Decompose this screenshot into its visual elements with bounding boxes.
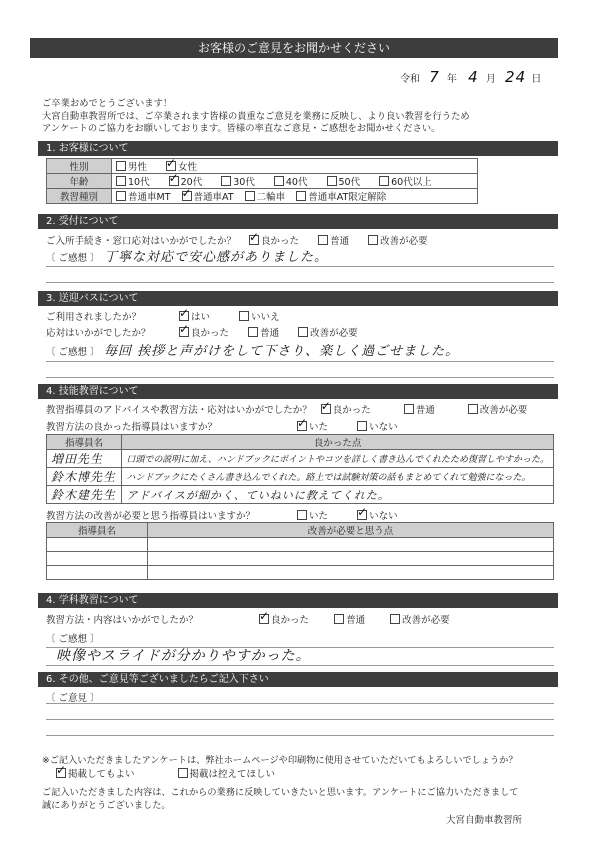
checkbox-motorcycle[interactable] (245, 191, 255, 201)
section-3-header (38, 291, 558, 306)
option-label: 良かった (332, 405, 371, 416)
section-1-title: 1. お客様について (46, 143, 129, 154)
checkbox-bus-yes[interactable] (179, 311, 189, 321)
good-instructor-question: 教習方法の良かった指導員はいますか？ (46, 422, 218, 433)
school-name: 大宮自動車教習所 (446, 815, 523, 826)
bad-instructor-table (46, 522, 554, 580)
bus-comment[interactable]: 毎回 挨拶と声がけをして下さり、楽しく過ごせました。 (104, 344, 460, 359)
checkbox-20s[interactable] (169, 176, 179, 186)
gender-row (47, 159, 478, 174)
checkbox-skill-improve[interactable] (468, 404, 478, 414)
intro (42, 98, 562, 136)
improve-point-cell[interactable] (148, 566, 554, 580)
course-row (47, 189, 478, 204)
checkbox-reception-good[interactable] (249, 235, 259, 245)
section-5-title: 4. 学科教習について (46, 595, 139, 606)
option-label: 普通車MT (128, 192, 171, 203)
instructor-good-point[interactable]: ハンドブックにたくさん書き込んでくれた。路上では試験対策の話もまとめてくれて勉強になった。 (122, 468, 554, 486)
improve-point-cell[interactable] (148, 552, 554, 566)
closing-line: 誠にありがとうございました。 (42, 799, 171, 811)
section-3-title: 3. 送迎バスについて (46, 293, 139, 304)
instructor-name-cell[interactable] (47, 566, 148, 580)
bus-service-row (46, 325, 374, 339)
date-year-value: 7 (429, 68, 440, 86)
intro-line: 大宮自動車教習所では、ご卒業されます皆様の貴重なご意見を業務に反映し、より良い教習を行うため (42, 110, 470, 122)
good-instructor-row (46, 419, 414, 433)
closing (42, 787, 562, 812)
option-label: いた (309, 511, 329, 522)
checkbox-at-release[interactable] (296, 191, 306, 201)
option-label: 改善が必要 (310, 328, 358, 339)
page-title-text: お客様のご意見をお聞かせください (197, 41, 390, 55)
option-label: 20代 (180, 177, 203, 188)
checkbox-mt[interactable] (116, 191, 126, 201)
divider (46, 282, 554, 283)
bus-service-question: 応対はいかがでしたか？ (46, 328, 151, 339)
course-label: 教習種別 (47, 189, 112, 204)
instructor-good-point[interactable]: アドバイスが細かく、ていねいに教えてくれた。 (122, 486, 554, 504)
date-month-label: 月 (485, 74, 496, 85)
option-label: 50代 (338, 177, 361, 188)
date-month-value: 4 (468, 68, 479, 86)
section-2-title: 2. 受付について (46, 216, 119, 227)
section-5-header (38, 593, 558, 608)
checkbox-30s[interactable] (221, 176, 231, 186)
instructor-good-point[interactable]: 口頭での説明に加え、ハンドブックにポイントやコツを詳しく書き込んでくれたため復習しやすかった。 (122, 450, 554, 468)
checkbox-bus-normal[interactable] (248, 327, 258, 337)
checkbox-40s[interactable] (274, 176, 284, 186)
divider (46, 647, 554, 648)
table-header-row (47, 435, 554, 450)
section-1-header (38, 141, 558, 156)
table-row (47, 486, 554, 504)
checkbox-bus-improve[interactable] (298, 327, 308, 337)
gender-options (112, 159, 478, 174)
instructor-name[interactable]: 増田先生 (47, 450, 122, 468)
option-label: 改善が必要 (380, 236, 428, 247)
consent-options (56, 766, 291, 780)
instructor-name[interactable]: 鈴木博先生 (47, 468, 122, 486)
table-row (47, 552, 554, 566)
comment-line[interactable] (46, 735, 554, 736)
skill-eval-question: 教習指導員のアドバイスや教習方法・応対はいかがでしたか？ (46, 405, 312, 416)
option-label: 普通 (346, 615, 366, 626)
divider (46, 361, 554, 362)
age-label: 年齢 (47, 174, 112, 189)
option-label: 良かった (271, 615, 310, 626)
customer-table (46, 158, 478, 204)
checkbox-reception-normal[interactable] (318, 235, 328, 245)
option-label: 良かった (191, 328, 230, 339)
section-6-title: 6. その他、ご意見等ございましたらご記入下さい (46, 674, 269, 685)
checkbox-good-no[interactable] (357, 421, 367, 431)
checkbox-male[interactable] (116, 161, 126, 171)
checkbox-lecture-normal[interactable] (334, 614, 344, 624)
checkbox-skill-normal[interactable] (404, 404, 414, 414)
reception-comment-label: 〔 ご感想 〕 (46, 253, 100, 264)
checkbox-skill-good[interactable] (321, 404, 331, 414)
checkbox-consent-yes[interactable] (56, 768, 66, 778)
lecture-comment-label: 〔 ご感想 〕 (46, 634, 100, 645)
date-year-label: 年 (446, 74, 457, 85)
lecture-question: 教習方法・内容はいかがでしたか？ (46, 615, 199, 626)
option-label: いいえ (251, 312, 280, 323)
option-label: 改善が必要 (479, 405, 528, 416)
reception-question: ご入所手続き・窓口応対はいかがでしたか？ (46, 236, 237, 247)
checkbox-reception-improve[interactable] (368, 235, 378, 245)
good-instructor-table (46, 434, 554, 504)
lecture-comment[interactable]: 映像やスライドが分かりやすかった。 (56, 648, 311, 664)
checkbox-female[interactable] (166, 161, 176, 171)
checkbox-lecture-good[interactable] (259, 614, 269, 624)
course-options (112, 189, 478, 204)
option-label: 普通車AT (193, 192, 234, 203)
checkbox-good-yes[interactable] (297, 421, 307, 431)
intro-line: ご卒業おめでとうございます！ (42, 98, 173, 109)
option-label: 改善が必要 (402, 615, 450, 626)
checkbox-50s[interactable] (327, 176, 337, 186)
bad-instructor-row (46, 508, 414, 522)
checkbox-at[interactable] (182, 191, 192, 201)
closing-line: ご記入いただきました内容は、これからの業務に反映していきたいと思います。アンケートにご協力いただきまして (42, 787, 519, 798)
checkbox-60s-plus[interactable] (379, 176, 389, 186)
section-6-header (38, 672, 558, 687)
bus-usage-row (46, 309, 296, 323)
option-label: 良かった (261, 236, 300, 247)
reception-question-row (46, 233, 444, 247)
bus-comment-label: 〔 ご感想 〕 (46, 347, 100, 358)
page-title (30, 38, 558, 58)
option-label: 30代 (233, 177, 255, 188)
checkbox-lecture-improve[interactable] (390, 614, 400, 624)
table-row (47, 538, 554, 552)
checkbox-10s[interactable] (116, 176, 126, 186)
column-header: 良かった点 (122, 435, 554, 450)
column-header: 指導員名 (47, 523, 148, 538)
skill-eval-row (46, 402, 543, 416)
option-label: 普通 (260, 328, 280, 339)
section-4-title: 4. 技能教習について (46, 386, 139, 397)
column-header: 改善が必要と思う点 (148, 523, 554, 538)
option-label: いた (309, 422, 329, 433)
gender-label: 性別 (47, 159, 112, 174)
divider (46, 665, 554, 666)
date-line (400, 68, 560, 86)
checkbox-bad-no[interactable] (357, 510, 367, 520)
option-label: 普通車AT限定解除 (308, 192, 387, 203)
option-label: 掲載は控えてほしい (189, 769, 276, 780)
option-label: はい (191, 312, 211, 323)
comment-line[interactable] (46, 703, 554, 704)
instructor-name-cell[interactable] (47, 552, 148, 566)
date-era: 令和 (400, 74, 420, 85)
section-2-header (38, 214, 558, 229)
option-label: 男性 (128, 162, 148, 173)
option-label: いない (369, 511, 398, 522)
checkbox-bad-yes[interactable] (297, 510, 307, 520)
checkbox-bus-no[interactable] (239, 311, 249, 321)
checkbox-consent-no[interactable] (178, 768, 188, 778)
section-4-header (38, 384, 558, 399)
option-label: 40代 (285, 177, 308, 188)
instructor-name[interactable]: 鈴木建先生 (47, 486, 122, 504)
improve-point-cell[interactable] (148, 538, 554, 552)
reception-comment[interactable]: 丁寧な対応で安心感がありました。 (104, 250, 329, 265)
date-day-label: 日 (531, 74, 542, 85)
divider (46, 377, 554, 378)
instructor-name-cell[interactable] (47, 538, 148, 552)
bad-instructor-question: 教習方法の改善が必要と思う指導員はいますか？ (46, 511, 256, 522)
option-label: いない (369, 422, 398, 433)
bus-usage-question: ご利用されましたか？ (46, 312, 142, 323)
option-label: 60代以上 (391, 177, 432, 188)
checkbox-bus-good[interactable] (179, 327, 189, 337)
divider (46, 266, 554, 267)
age-row (47, 174, 478, 189)
lecture-question-row (46, 612, 466, 626)
option-label: 掲載してもよい (68, 769, 135, 780)
option-label: 女性 (178, 162, 198, 173)
column-header: 指導員名 (47, 435, 122, 450)
table-row (47, 468, 554, 486)
age-options (112, 174, 478, 189)
table-row (47, 566, 554, 580)
option-label: 10代 (128, 177, 150, 188)
consent-question: ※ご記入いただきましたアンケートは、弊社ホームページや印刷物に使用させていただいてもよろしいでしょうか？ (42, 755, 518, 766)
option-label: 普通 (415, 405, 435, 416)
comment-line[interactable] (46, 719, 554, 720)
other-comment-label: 〔 ご意見 〕 (46, 693, 100, 704)
table-row (47, 450, 554, 468)
table-header-row (47, 523, 554, 538)
option-label: 二輪車 (256, 192, 286, 203)
option-label: 普通 (330, 236, 350, 247)
intro-line: アンケートのご協力をお願いしております。皆様の率直なご意見・ご感想をお聞かせください。 (42, 123, 441, 134)
date-day-value: 24 (505, 68, 527, 86)
